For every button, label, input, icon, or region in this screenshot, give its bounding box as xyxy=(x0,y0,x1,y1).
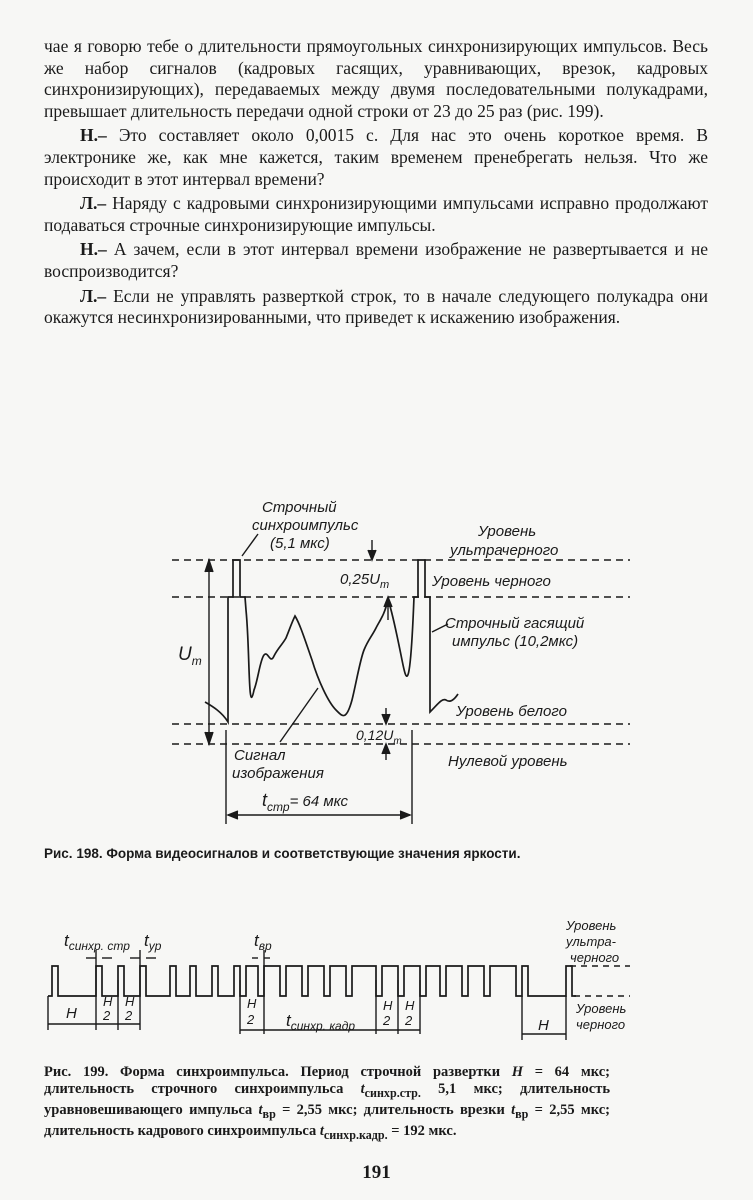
speaker: Н.– xyxy=(80,239,107,260)
fig199-ultrablack-line1: Уровень xyxy=(566,918,617,933)
t-str-label: $t_{стр}^{= 64 мкс}$ xyxy=(262,790,349,814)
paragraph-text: чае я говорю тебе о длительности прямоугольных синхронизирующих импульсов. Весь же набор сигналов (кадровых гасящих, уравнивающих, врезок, кадровых синхронизирующих), передаваемых между двумя последовательными полукадрами, превышает длительность передачи одной строки от 23 до 25 раз (рис. 199). xyxy=(44,36,708,121)
fig199-black-line1: Уровень xyxy=(576,1001,627,1016)
paragraph-text: Если не управлять разверткой строк, то в начале следующего полукадра они окажутся несинхронизированными, что приведет к искажению изображения. xyxy=(44,285,708,328)
h-half-num: H xyxy=(125,994,135,1009)
fig199-ultrablack-line3: черного xyxy=(570,950,620,965)
fig199-ultrablack-line2: ультра- xyxy=(566,934,616,949)
paragraph-text: А зачем, если в этот интервал времени изображение не развертывается и не воспроизводится? xyxy=(44,239,708,281)
blanking-label-line1: Строчный гасящий xyxy=(445,615,585,632)
speaker: Н.– xyxy=(80,125,107,146)
figure-199-caption: Рис. 199. Форма синхроимпульса. Период строчной развертки H = 64 мкс; длительность строчного синхроимпульса $t_{синхр.стр.}$ 5,1 мкс; длительность уравновешивающего импульса $t_{вр} = 2,55$ мкс; длительность врезки $t_{вр} = 2,55$ мкс; длительность кадрового синхроимпульса $t_{синхр.кадр.} = 192$ мкс. xyxy=(44,1064,611,1142)
h-half-den: 2 xyxy=(103,1008,111,1023)
signal-label-line1: Сигнал xyxy=(234,747,286,764)
h-half-num: H xyxy=(383,998,393,1013)
h-half-den: 2 xyxy=(247,1012,255,1027)
t-sync-str-label: $t_{синхр. стр}$ xyxy=(64,931,130,953)
sync-label-line1: Строчный xyxy=(262,499,337,516)
h-half-den: 2 xyxy=(125,1008,133,1023)
zero-level-label: Нулевой уровень xyxy=(448,753,568,770)
page-number: 191 xyxy=(362,1162,391,1183)
twelve-um-label: $0,12U_m$ xyxy=(356,727,402,747)
sync-label-line2: синхроимпульс xyxy=(252,517,359,534)
sync-label-line3: (5,1 мкс) xyxy=(270,535,330,552)
speaker: Л.– xyxy=(80,193,107,214)
t-ur-label: $t_{ур}$ xyxy=(144,931,162,953)
figure-198-caption: Рис. 198. Форма видеосигналов и соответствующие значения яркости. xyxy=(44,846,521,861)
blanking-label-line2: импульс (10,2мкс) xyxy=(452,633,579,650)
t-sync-kadr-label: $t_{синхр. кадр}$ xyxy=(286,1011,355,1033)
quarter-um-label: $0,25U_m$ xyxy=(340,571,390,591)
h-half-num: H xyxy=(405,998,415,1013)
h-half-num: H xyxy=(247,996,257,1011)
paragraph-text: Это составляет около 0,0015 с. Для нас это очень короткое время. В электронике же, как мне кажется, таким временем пренебрегать нельзя. Что же происходит в этот интервал времени? xyxy=(44,125,708,189)
h-half-den: 2 xyxy=(405,1013,413,1028)
signal-label-line2: изображения xyxy=(232,765,324,782)
ultrablack-label-line2: ультрачерного xyxy=(450,542,559,559)
h-half-den: 2 xyxy=(383,1013,391,1028)
um-label: $U_m$ xyxy=(178,644,202,668)
black-level-label: Уровень черного xyxy=(432,573,551,590)
h-label-2: H xyxy=(538,1017,549,1034)
t-vr-label: $t_{вр}$ xyxy=(254,931,272,953)
fig199-black-line2: черного xyxy=(576,1017,626,1032)
h-half-labels xyxy=(102,994,415,1028)
paragraph-text: Наряду с кадровыми синхронизирующими импульсами исправно продолжают подаваться строчные синхронизирующие импульсы. xyxy=(44,193,708,235)
sync-pulse-train xyxy=(48,966,576,996)
white-level-label: Уровень белого xyxy=(456,703,567,720)
ultrablack-label-line1: Уровень xyxy=(478,523,537,540)
h-half-num: H xyxy=(103,994,113,1009)
h-label-1: H xyxy=(66,1005,77,1022)
speaker: Л.– xyxy=(80,285,107,306)
